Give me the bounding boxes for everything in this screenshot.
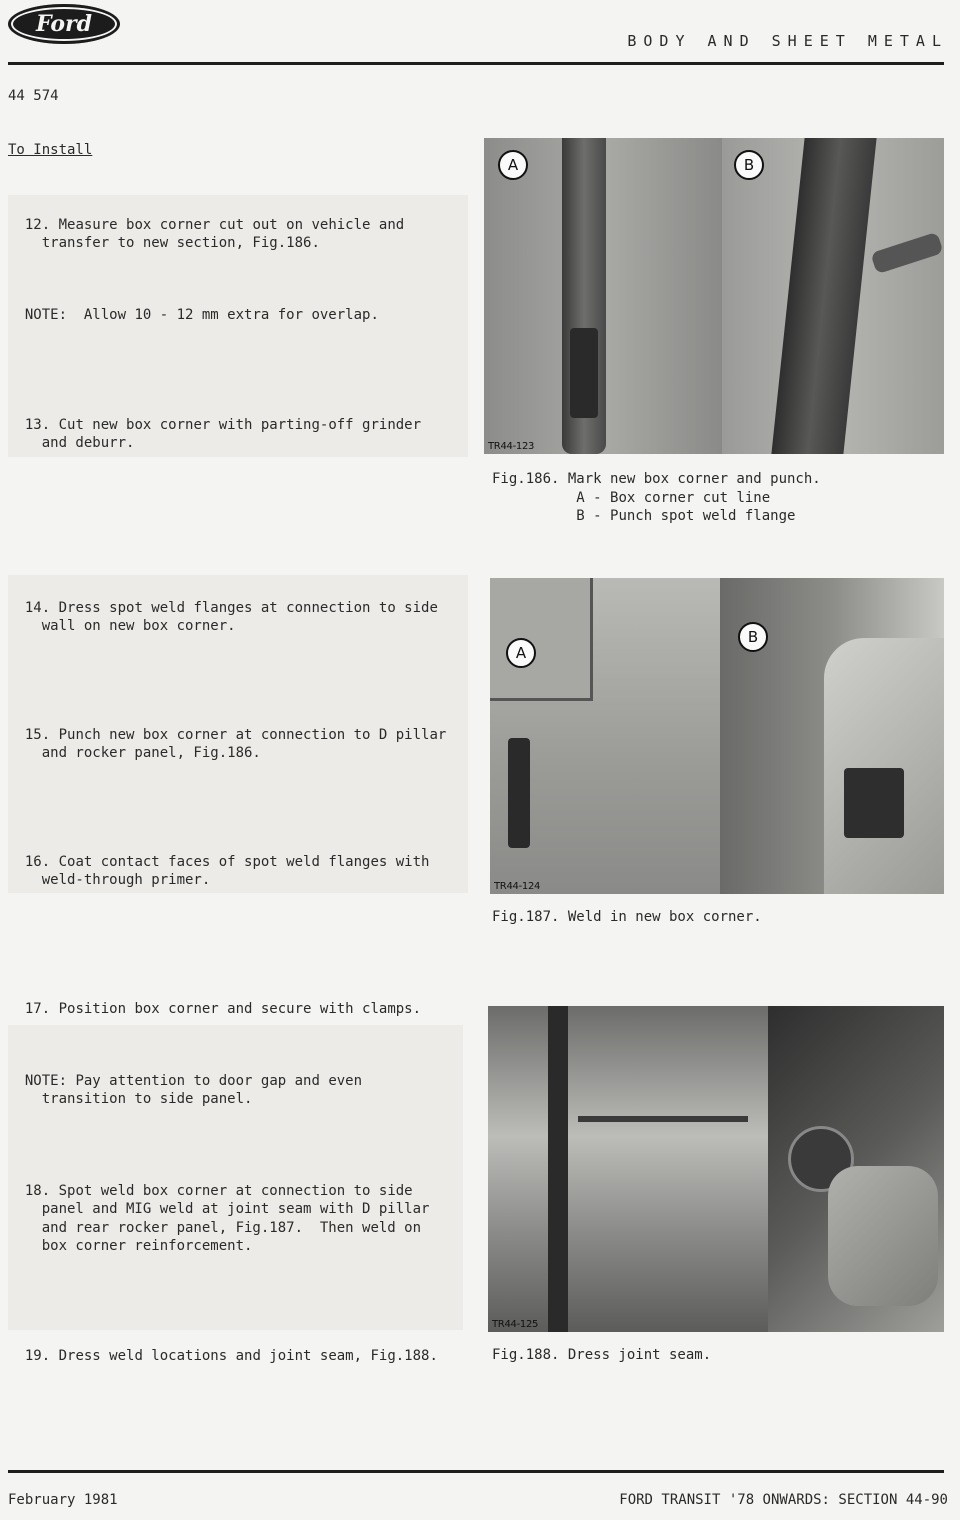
hand-shape — [828, 1166, 938, 1306]
header-title: BODY AND SHEET METAL — [627, 32, 948, 50]
callout-b: B — [734, 150, 764, 180]
figure-188-caption: Fig.188. Dress joint seam. — [492, 1347, 712, 1363]
header-rule — [8, 62, 944, 65]
photo-panel-b — [722, 138, 944, 454]
step-17: 17. Position box corner and secure with clamps. — [24, 1000, 422, 1017]
lamp-recess-shape — [508, 738, 530, 848]
joint-seam-shape — [578, 1116, 748, 1122]
step-15: 15. Punch new box corner at connection to D pillar and rocker panel, Fig.186. — [24, 726, 447, 761]
section-heading: To Install — [8, 142, 93, 158]
photo-code: TR44-125 — [492, 1319, 539, 1330]
punch-tool-shape — [870, 232, 943, 275]
welding-gun-shape — [844, 768, 904, 838]
seam-panel-shape — [488, 1006, 768, 1332]
step-19: 19. Dress weld locations and joint seam, Fig.188. — [24, 1347, 438, 1364]
footer-date: February 1981 — [8, 1492, 118, 1508]
callout-a: A — [498, 150, 528, 180]
callout-b: B — [738, 622, 768, 652]
callout-a: A — [506, 638, 536, 668]
step-12: 12. Measure box corner cut out on vehicle and transfer to new section, Fig.186. — [24, 216, 405, 251]
door-frame-shape — [490, 578, 593, 701]
welder-glove-shape — [824, 638, 944, 894]
photo-panel-a — [490, 578, 720, 894]
note-door-gap: NOTE: Pay attention to door gap and even transition to side panel. — [24, 1072, 363, 1107]
photo-code: TR44-123 — [488, 441, 535, 452]
footer-rule — [8, 1470, 944, 1473]
step-13: 13. Cut new box corner with parting-off grinder and deburr. — [24, 416, 422, 451]
page-number: 44 574 — [8, 88, 59, 104]
figure-188-photo — [488, 1006, 944, 1332]
flange-shape — [771, 138, 876, 454]
note-overlap: NOTE: Allow 10 - 12 mm extra for overlap. — [24, 306, 379, 323]
photo-code: TR44-124 — [494, 881, 541, 892]
footer-doc-ref: FORD TRANSIT '78 ONWARDS: SECTION 44-90 — [619, 1492, 948, 1508]
figure-187-photo — [490, 578, 944, 894]
figure-187-caption: Fig.187. Weld in new box corner. — [492, 909, 762, 925]
step-18: 18. Spot weld box corner at connection to side panel and MIG weld at joint seam with D pillar and rear rocker panel, Fig.187. Then weld on box corner reinforcement. — [24, 1182, 430, 1254]
lamp-recess-shape — [570, 328, 598, 418]
figure-186-photo — [484, 138, 944, 454]
step-14: 14. Dress spot weld flanges at connection to side wall on new box corner. — [24, 599, 438, 634]
step-16: 16. Coat contact faces of spot weld flanges with weld-through primer. — [24, 853, 430, 888]
figure-186-caption: Fig.186. Mark new box corner and punch. A - Box corner cut line B - Punch spot weld flange — [492, 471, 821, 524]
ford-logo: Ford — [8, 4, 120, 44]
photo-panel-a — [484, 138, 722, 454]
pillar-edge-shape — [548, 1006, 568, 1332]
photo-panel-b — [768, 1006, 944, 1332]
